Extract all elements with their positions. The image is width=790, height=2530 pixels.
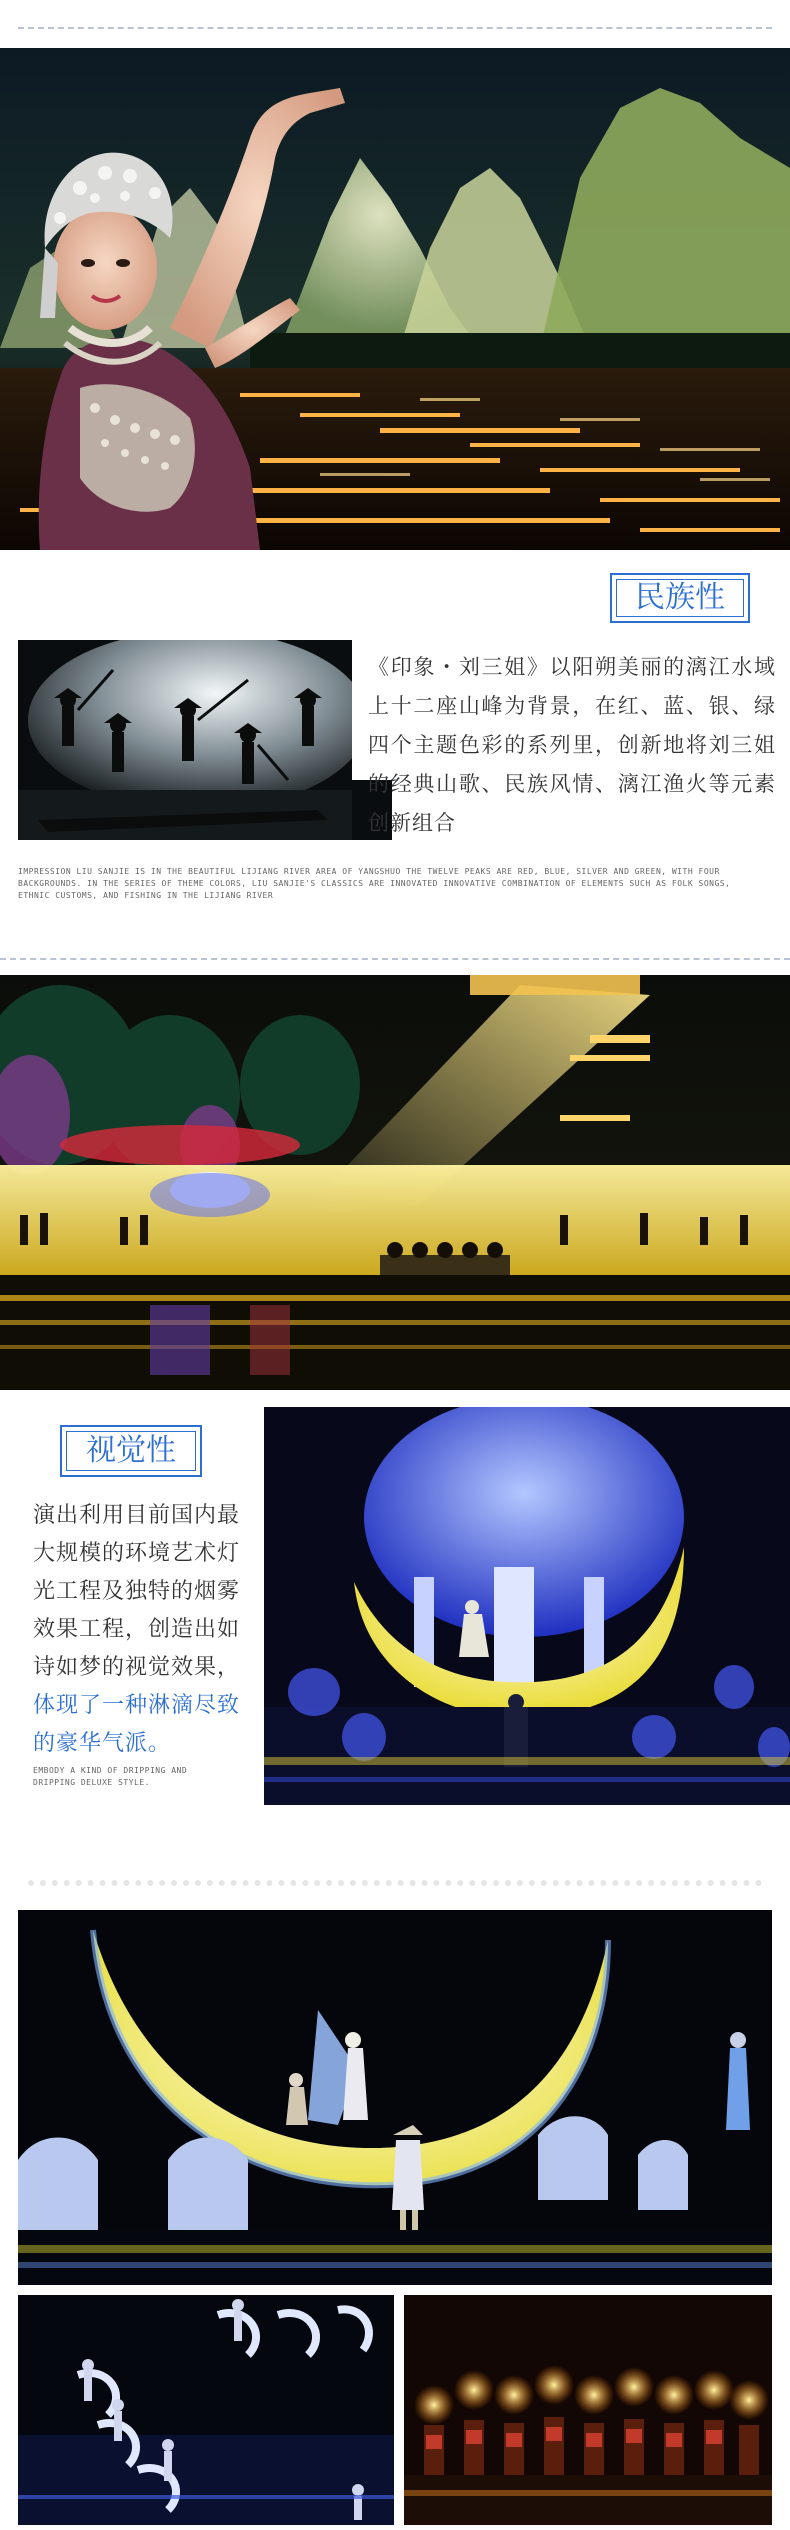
top-divider — [18, 27, 772, 29]
performers-ribbons-photo — [18, 2295, 394, 2525]
ethnicity-description-en: IMPRESSION LIU SANJIE IS IN THE BEAUTIFUL LIJIANG RIVER AREA OF YANGSHUO THE TWELVE PEAKS ARE RED, BLUE, SILVER AND GREEN, WITH FOUR BACKGROUNDS. IN THE SERIES OF THEME COLORS, LIU SANJIE'S CLASSICS ARE INNOVATED INNOVATIVE COMBINATION OF ELEMENTS SUCH AS FOLK SONGS, ETHNIC CUSTOMS, AND FISHING IN THE LIJIANG RIVER — [18, 867, 731, 900]
crescent-moon-stage-photo — [18, 1910, 772, 2285]
visual-description-text: 演出利用目前国内最大规模的环境艺术灯光工程及独特的烟雾效果工程，创造出如诗如梦的视觉效果， — [33, 1503, 241, 1680]
tag-visual — [60, 1425, 202, 1477]
ethnicity-description: 《印象・刘三姐》以阳朔美丽的漓江水域上十二座山峰为背景，在红、蓝、银、绿四个主题色彩的系列里，创新地将刘三姐的经典山歌、民族风情、漓江渔火等元素创新组合 — [368, 655, 776, 835]
tag-visual-label: 视觉性 — [86, 1433, 176, 1468]
section-divider — [0, 958, 790, 960]
river-fog-show-photo — [0, 975, 790, 1390]
visual-description-en: EMBODY A KIND OF DRIPPING AND DRIPPING DELUXE STYLE. — [33, 1766, 188, 1787]
torch-performers-photo — [404, 2295, 772, 2525]
fishermen-photo — [18, 640, 352, 840]
light-divider — [28, 1880, 762, 1886]
visual-description-highlight: 体现了一种淋滴尽致的豪华气派。 — [33, 1693, 241, 1756]
visual-description — [33, 1497, 245, 1763]
tag-ethnicity-label: 民族性 — [635, 580, 725, 615]
tag-ethnicity — [610, 573, 750, 623]
moon-stage-photo — [264, 1407, 790, 1805]
hero-dancer-photo — [0, 48, 790, 550]
